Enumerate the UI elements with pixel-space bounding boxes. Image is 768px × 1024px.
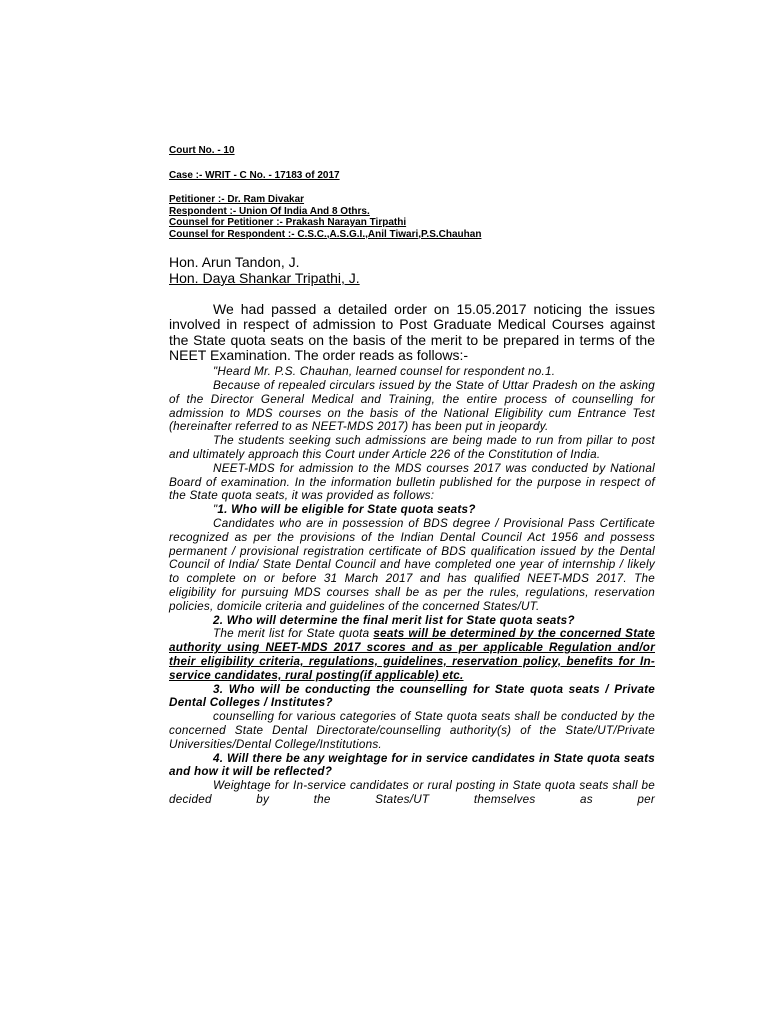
- quote-mark: ": [213, 503, 218, 517]
- judge-2: Hon. Daya Shankar Tripathi, J.: [169, 270, 360, 286]
- order-para-1: "Heard Mr. P.S. Chauhan, learned counsel for respondent no.1.: [213, 365, 556, 379]
- document-page: [169, 0, 655, 807]
- question-1-text: 1. Who will be eligible for State quota seats?: [217, 503, 476, 517]
- answer-2: [169, 627, 655, 682]
- counsel-petitioner: Counsel for Petitioner :- Prakash Narayan Tirpathi: [169, 217, 407, 228]
- answer-3: counselling for various categories of State quota seats shall be conducted by the concerned State Dental Directorate/counselling authority(s) of the State/UT/Private Universities/Dental College/Institutions.: [169, 710, 655, 751]
- question-1: [169, 503, 655, 517]
- order-para-4: NEET-MDS for admission to the MDS courses 2017 was conducted by National Board of examination. In the information bulletin published for the purpose in respect of the State quota seats, it was provided as follows:: [169, 461, 655, 503]
- answer-1: Candidates who are in possession of BDS degree / Provisional Pass Certificate recognized as per the provisions of the Indian Dental Council Act 1956 and possess permanent / provisional registration certificate of BDS qualification issued by the Dental Council of India/ State Dental Council and have completed one year of internship / likely to complete on or before 31 March 2017 and has qualified NEET-MDS 2017. The eligibility for pursuing MDS courses shall be as per the rules, regulations, reservation policies, domicile criteria and guidelines of the concerned States/UT.: [169, 516, 655, 613]
- court-number: Court No. - 10: [169, 145, 235, 156]
- case-number: Case :- WRIT - C No. - 17183 of 2017: [169, 169, 340, 181]
- order-para-3: The students seeking such admissions are being made to run from pillar to post and ultimately approach this Court under Article 226 of the Constitution of India.: [169, 434, 655, 461]
- question-2: 2. Who will determine the final merit list for State quota seats?: [213, 613, 575, 627]
- respondent: Respondent :- Union Of India And 8 Othrs.: [169, 205, 370, 217]
- answer-2-lead: The merit list for State quota: [213, 627, 374, 641]
- answer-4: Weightage for In-service candidates or rural posting in State quota seats shall be decided by the States/UT themselves as per: [169, 779, 655, 806]
- question-4: 4. Will there be any weightage for in service candidates in State quota seats and how it will be reflected?: [169, 751, 655, 779]
- petitioner: Petitioner :- Dr. Ram Divakar: [169, 194, 305, 205]
- question-3: 3. Who will be conducting the counselling for State quota seats / Private Dental Colleges / Institutes?: [169, 682, 655, 710]
- answer-2-emphasis: seats will be determined by the concerned State authority using NEET-MDS 2017 scores and as per applicable Regulation and/or their eligibility criteria, regulations, guidelines, reservation policy, benefits for In-service candidates, rural posting(if applicable) etc.: [169, 627, 655, 682]
- intro-paragraph: We had passed a detailed order on 15.05.2017 noticing the issues involved in respect of admission to Post Graduate Medical Courses against the State quota seats on the basis of the merit to be prepared in terms of the NEET Examination. The order reads as follows:-: [169, 301, 655, 363]
- judge-1: Hon. Arun Tandon, J.: [169, 254, 300, 270]
- counsel-respondent: Counsel for Respondent :- C.S.C.,A.S.G.I.,Anil Tiwari,P.S.Chauhan: [169, 228, 482, 240]
- order-para-2: Because of repealed circulars issued by the State of Uttar Pradesh on the asking of the Director General Medical and Training, the entire process of counselling for admission to MDS courses on the basis of the National Eligibility cum Entrance Test (hereinafter referred to as NEET-MDS 2017) has been put in jeopardy.: [169, 378, 655, 434]
